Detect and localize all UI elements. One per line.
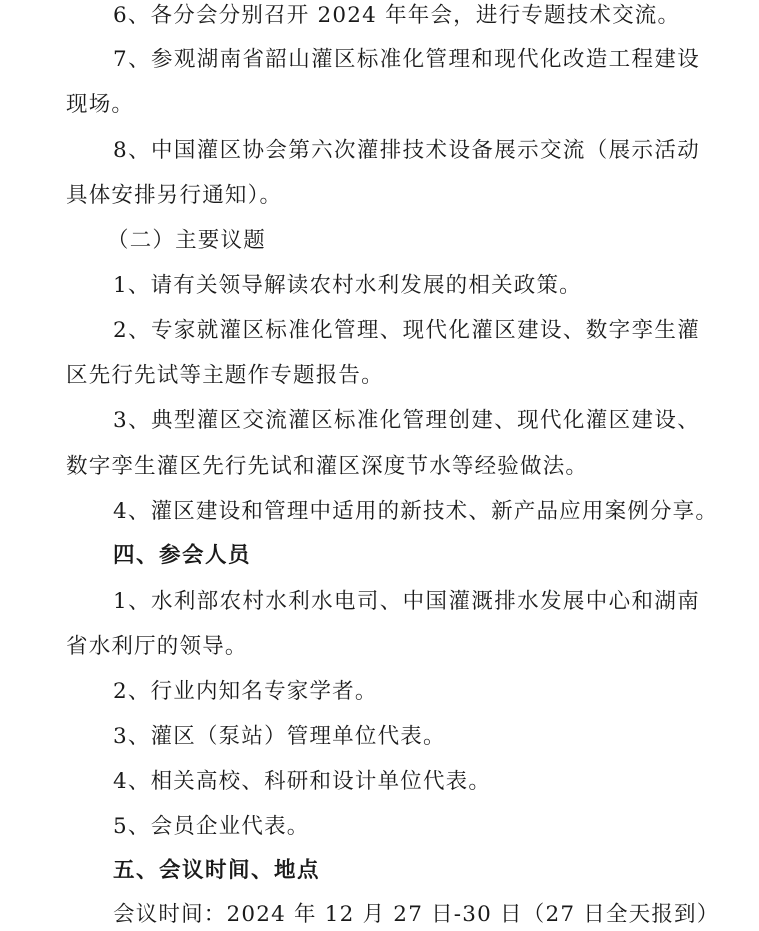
topic-item-2-continued: 区先行先试等主题作专题报告。 (66, 363, 384, 388)
section-4-heading: 四、参会人员 (113, 543, 252, 568)
participant-item-5: 5、会员企业代表。 (113, 814, 310, 839)
activity-item-8-continued: 具体安排另行通知）。 (66, 183, 283, 208)
participant-item-1-continued: 省水利厅的领导。 (66, 634, 248, 659)
topics-heading: （二）主要议题 (107, 228, 266, 253)
participant-item-4: 4、相关高校、科研和设计单位代表。 (113, 769, 492, 794)
topic-item-3: 3、典型灌区交流灌区标准化管理创建、现代化灌区建设、 (113, 408, 700, 433)
topic-item-3-continued: 数字孪生灌区先行先试和灌区深度节水等经验做法。 (66, 454, 589, 479)
topic-item-4: 4、灌区建设和管理中适用的新技术、新产品应用案例分享。 (113, 499, 719, 524)
meeting-time: 会议时间：2024 年 12 月 27 日-30 日（27 日全天报到） (113, 902, 720, 927)
activity-item-8: 8、中国灌区协会第六次灌排技术设备展示交流（展示活动 (113, 138, 700, 163)
topic-item-2: 2、专家就灌区标准化管理、现代化灌区建设、数字孪生灌 (113, 318, 700, 343)
participant-item-1: 1、水利部农村水利水电司、中国灌溉排水发展中心和湖南 (113, 589, 700, 614)
participant-item-2: 2、行业内知名专家学者。 (113, 679, 378, 704)
activity-item-7-continued: 现场。 (66, 92, 135, 117)
topic-item-1: 1、请有关领导解读农村水利发展的相关政策。 (113, 273, 582, 298)
activity-item-7: 7、参观湖南省韶山灌区标准化管理和现代化改造工程建设 (113, 47, 700, 72)
activity-item-6: 6、各分会分别召开 2024 年年会，进行专题技术交流。 (113, 3, 681, 28)
section-5-heading: 五、会议时间、地点 (113, 858, 321, 883)
participant-item-3: 3、灌区（泵站）管理单位代表。 (113, 724, 446, 749)
